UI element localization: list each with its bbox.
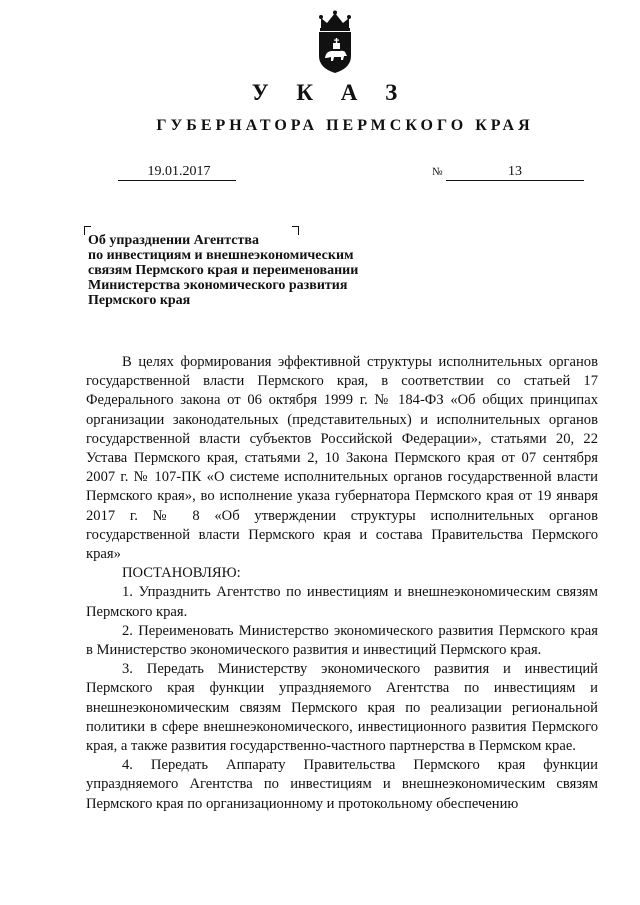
preamble-paragraph: В целях формирования эффективной структуры исполнительных органов государственной власти Пермского края, в соответствии со статьей 17 Федерального закона от 06 октября 1999 г. № 184-ФЗ «Об общих принципах организации законодательных (представительных) и исполнительных органов государственной власти субъектов Российской Федерации», статьями 20, 22 Устава Пермского края, статьями 2, 10 Закона Пермского края от 07 сентября 2007 г. № 107-ПК «О системе исполнительных органов государственной власти Пермского края», во исполнение указа губернатора Пермского края от 19 января 2017 г. № 8 «Об утверждении структуры исполнительных органов государственной власти Пермского края и состава Правительства Пермского края»: [86, 354, 598, 563]
perm-krai-coat-of-arms-icon: [314, 10, 356, 74]
decree-item: 2. Переименовать Министерство экономического развития Пермского края в Министерство экономического развития и инвестиций Пермского края.: [86, 622, 598, 659]
subject-line: связям Пермского края и переименовании: [88, 263, 359, 278]
document-body: [86, 353, 598, 814]
subject-line: Министерства экономического развития: [88, 278, 348, 293]
subject-line: Об упразднении Агентства: [88, 233, 259, 248]
number-sign: №: [432, 166, 443, 178]
decree-word: ПОСТАНОВЛЯЮ:: [122, 565, 241, 582]
document-type-title: У К А З: [251, 80, 409, 105]
decree-item: 4. Передать Аппарату Правительства Пермского края функции упраздняемого Агентства по инвестициям и внешнеэкономическим связям Пермского края по организационному и протокольному обеспечению: [86, 757, 598, 812]
document-subject: [88, 233, 408, 308]
document-number-value: 13: [446, 164, 584, 181]
decree-item: 3. Передать Министерству экономического развития и инвестиций Пермского края функции упраздняемого Агентства по инвестициям и внешнеэкономическим связям Пермского края по реализации региональной политики в сфере внешнеэкономического, инвестиционного развития Пермского края, а также развития государственно-частного партнерства в Пермском крае.: [86, 661, 598, 755]
subject-line: Пермского края: [88, 293, 191, 308]
document-date: [118, 164, 236, 181]
document-date-value: 19.01.2017: [147, 164, 211, 179]
subject-line: по инвестициям и внешнеэкономическим: [88, 248, 354, 263]
decree-item: 1. Упразднить Агентство по инвестициям и внешнеэкономическим связям Пермского края.: [86, 584, 598, 620]
issuer-title: ГУБЕРНАТОРА ПЕРМСКОГО КРАЯ: [156, 117, 534, 134]
